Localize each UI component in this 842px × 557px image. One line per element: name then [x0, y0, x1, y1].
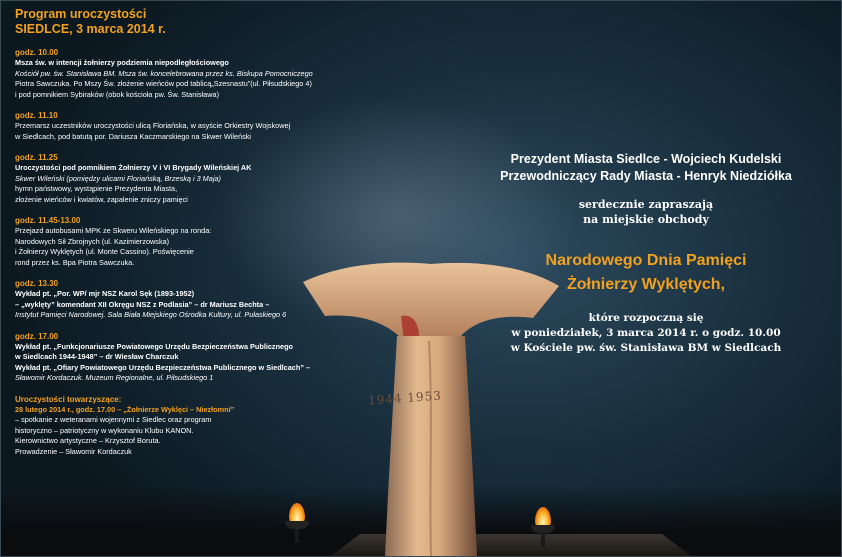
- event-title: Żołnierzy Wyklętych,: [567, 276, 725, 293]
- details-line: w Kościele pw. św. Stanisława BM w Siedlcach: [510, 342, 782, 354]
- event-line: Kościół pw. św. Stanisława BM. Msza św. koncelebrowana przez ks. Biskupa Pomocniczego: [15, 68, 313, 78]
- event-line: – „wyklęty” komendant XII Okręgu NSZ z Podlasia” – dr Mariusz Bechta –: [15, 299, 270, 309]
- event-time: godz. 13.30: [15, 279, 59, 288]
- program-subtitle: SIEDLCE, 3 marca 2014 r.: [15, 22, 166, 36]
- event-line: Przemarsz uczestników uroczystości ulicą Floriańska, w asyście Orkiestry Wojskowej: [15, 121, 291, 130]
- event-line: Kierownictwo artystyczne – Krzysztof Boruta.: [15, 436, 161, 445]
- invitation-block: [471, 151, 821, 356]
- event-time: godz. 11.45-13.00: [15, 216, 81, 225]
- event-line: Uroczystości pod pomnikiem Żołnierzy V i VI Brygady Wileńskiej AK: [15, 163, 252, 172]
- host-line: Przewodniczący Rady Miasta - Henryk Niedziółka: [500, 169, 792, 183]
- event-line: złożenie wieńców i kwiatów, zapalenie zniczy pamięci: [15, 194, 188, 204]
- details-line: w poniedziałek, 3 marca 2014 r. o godz. 10.00: [511, 327, 781, 339]
- invite-line: serdecznie zapraszają: [578, 198, 714, 211]
- host-line: Prezydent Miasta Siedlce - Wojciech Kudelski: [510, 152, 782, 166]
- event-1000: [15, 47, 375, 100]
- event-line: Msza św. w intencji żołnierzy podziemia niepodległościowego: [15, 58, 229, 67]
- event-line: i Żołnierzy Wyklętych (ul. Monte Cassino). Poświęcenie: [15, 247, 194, 256]
- event-1330: [15, 278, 375, 321]
- left-torch-icon: [283, 503, 311, 543]
- event-line: 28 lutego 2014 r., godz. 17.00 – „Żołnierze Wyklęci – Niezłomni”: [15, 404, 235, 414]
- event-1125: [15, 152, 375, 205]
- event-line: Prowadzenie – Sławomir Kordaczuk: [15, 446, 132, 456]
- event-time: godz. 11.10: [15, 111, 58, 120]
- invite-line: na miejskie obchody: [583, 213, 709, 226]
- event-1110: [15, 110, 375, 142]
- event-line: Wykład pt. „Por. WP/ mjr NSZ Karol Sęk (1893-1952): [15, 289, 195, 298]
- event-time: godz. 10.00: [15, 48, 59, 57]
- event-time: Uroczystości towarzyszące:: [15, 394, 122, 404]
- event-line: Wykład pt. „Ofiary Powiatowego Urzędu Bezpieczeństwa Publicznego w Siedlcach” –: [15, 362, 311, 372]
- event-line: Instytut Pamięci Narodowej. Sala Biała Miejskiego Ośrodka Kultury, ul. Pułaskiego 6: [15, 310, 287, 319]
- event-time: godz. 17.00: [15, 331, 59, 341]
- event-line: Wykład pt. „Funkcjonariusze Powiatowego Urzędu Bezpieczeństwa Publicznego: [15, 341, 294, 351]
- event-line: w Siedlcach, pod batutą por. Dariusza Kaczmarskiego na Skwer Wileński: [15, 131, 252, 141]
- event-line: w Siedlcach 1944-1948” – dr Wiesław Charczuk: [15, 352, 179, 361]
- event-line: i pod pomnikiem Sybiraków (obok kościoła pw. Św. Stanisława): [15, 89, 219, 99]
- details-line: które rozpoczną się: [588, 312, 704, 324]
- accompanying-events: [15, 394, 375, 458]
- event-line: Piotra Sawczuka. Po Mszy Św. złożenie wieńców pod tablicą„Szesnastu”(ul. Piłsudskiego 4): [15, 79, 312, 88]
- event-line: rond przez ks. Bpa Piotra Sawczuka.: [15, 257, 135, 267]
- event-1700: [15, 331, 375, 384]
- event-line: historyczno – patriotyczny w wykonaniu Klubu KANON.: [15, 425, 194, 435]
- event-line: – spotkanie z weteranami wojennymi z Siedlec oraz program: [15, 415, 212, 424]
- program-column: [15, 7, 375, 457]
- event-title: Narodowego Dnia Pamięci: [545, 252, 747, 269]
- monument-years: 1944 1953: [367, 388, 443, 408]
- right-torch-icon: [529, 507, 557, 547]
- event-line: Skwer Wileński (pomiędzy ulicami Floriańską, Brzeską i 3 Maja): [15, 173, 221, 183]
- event-line: Sławomir Kordaczuk. Muzeum Regionalne, ul. Piłsudskiego 1: [15, 373, 214, 382]
- program-title: Program uroczystości: [15, 7, 147, 21]
- event-line: hymn państwowy, wystąpienie Prezydenta Miasta,: [15, 184, 178, 193]
- event-1145: [15, 215, 375, 268]
- event-line: Przejazd autobusami MPK ze Skweru Wileńskiego na ronda:: [15, 226, 212, 235]
- event-line: Narodowych Sił Zbrojnych (ul. Kazimierzowska): [15, 236, 170, 246]
- event-time: godz. 11.25: [15, 153, 58, 162]
